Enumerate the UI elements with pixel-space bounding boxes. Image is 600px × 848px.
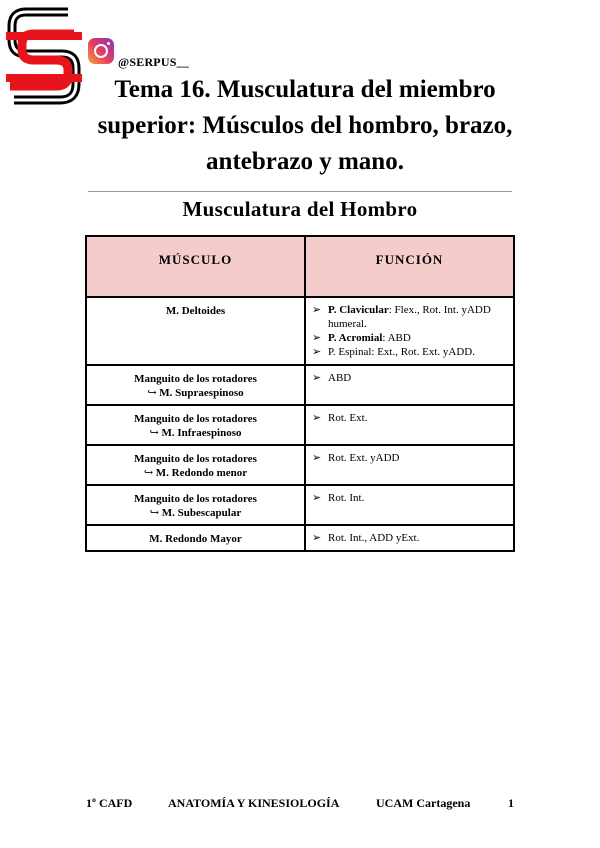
table-row [86, 485, 514, 525]
function-item: ➢ P. Acromial: ABD [312, 332, 411, 344]
hook-arrow-icon: ↪ [147, 387, 160, 399]
function-cell [305, 485, 514, 525]
function-item: ➢ Rot. Int. [312, 492, 365, 504]
arrowhead-bullet-icon: ➢ [312, 452, 322, 464]
muscle-name: ↪ M. Redondo menor [143, 467, 248, 479]
function-item: ➢ ABD [312, 372, 352, 384]
function-continuation: humeral. [328, 318, 367, 330]
arrowhead-bullet-icon: ➢ [312, 532, 322, 544]
arrowhead-bullet-icon: ➢ [312, 304, 322, 316]
muscle-group: Manguito de los rotadores [134, 373, 257, 385]
table-row [86, 405, 514, 445]
function-item: ➢ Rot. Ext. yADD [312, 452, 400, 464]
muscle-cell [86, 405, 305, 445]
muscle-name: ↪ M. Infraespinoso [149, 427, 242, 439]
function-cell [305, 445, 514, 485]
serpus-logo [4, 4, 84, 108]
muscle-cell [86, 525, 305, 551]
function-item: ➢ P. Espinal: Ext., Rot. Ext. yADD. [312, 346, 475, 358]
hook-arrow-icon: ↪ [143, 467, 156, 479]
arrowhead-bullet-icon: ➢ [312, 346, 322, 358]
hook-arrow-icon: ↪ [149, 507, 162, 519]
arrowhead-bullet-icon: ➢ [312, 492, 322, 504]
muscle-cell [86, 445, 305, 485]
muscle-group: Manguito de los rotadores [134, 493, 257, 505]
table-row [86, 297, 514, 365]
function-item: ➢ Rot. Int., ADD yExt. [312, 532, 420, 544]
function-cell [305, 405, 514, 445]
arrowhead-bullet-icon: ➢ [312, 412, 322, 424]
footer-subject: ANATOMÍA Y KINESIOLOGÍA [168, 796, 340, 810]
muscle-group: Manguito de los rotadores [134, 453, 257, 465]
function-item: ➢ Rot. Ext. [312, 412, 368, 424]
table-row [86, 445, 514, 485]
header-function: FUNCIÓN [305, 236, 514, 297]
muscle-name: ↪ M. Subescapular [149, 507, 242, 519]
muscle-cell [86, 365, 305, 405]
muscle-group: Manguito de los rotadores [134, 413, 257, 425]
muscle-name: M. Redondo Mayor [149, 533, 242, 545]
instagram-icon[interactable] [88, 38, 114, 64]
function-cell [305, 525, 514, 551]
page-title: Tema 16. Musculatura del miembro superior: Músculos del hombro, brazo, antebrazo y mano. [97, 76, 513, 175]
function-cell [305, 297, 514, 365]
instagram-handle[interactable]: @SERPUS__ [118, 55, 189, 69]
table-row [86, 525, 514, 551]
arrowhead-bullet-icon: ➢ [312, 332, 322, 344]
divider [88, 191, 512, 192]
hook-arrow-icon: ↪ [149, 427, 162, 439]
page-number: 1 [508, 796, 514, 810]
footer-university: UCAM Cartagena [376, 796, 471, 810]
section-subtitle: Musculatura del Hombro [182, 197, 418, 221]
muscle-cell [86, 485, 305, 525]
muscle-cell [86, 297, 305, 365]
table-header-row [86, 236, 514, 297]
function-cell [305, 365, 514, 405]
arrowhead-bullet-icon: ➢ [312, 372, 322, 384]
function-item: ➢ P. Clavicular: Flex., Rot. Int. yADD [312, 304, 491, 316]
header-muscle: MÚSCULO [86, 236, 305, 297]
muscle-name: ↪ M. Supraespinoso [147, 387, 244, 399]
footer-course: 1º CAFD [86, 796, 133, 810]
muscle-name: M. Deltoides [165, 305, 226, 317]
muscle-table [85, 235, 515, 552]
table-row [86, 365, 514, 405]
